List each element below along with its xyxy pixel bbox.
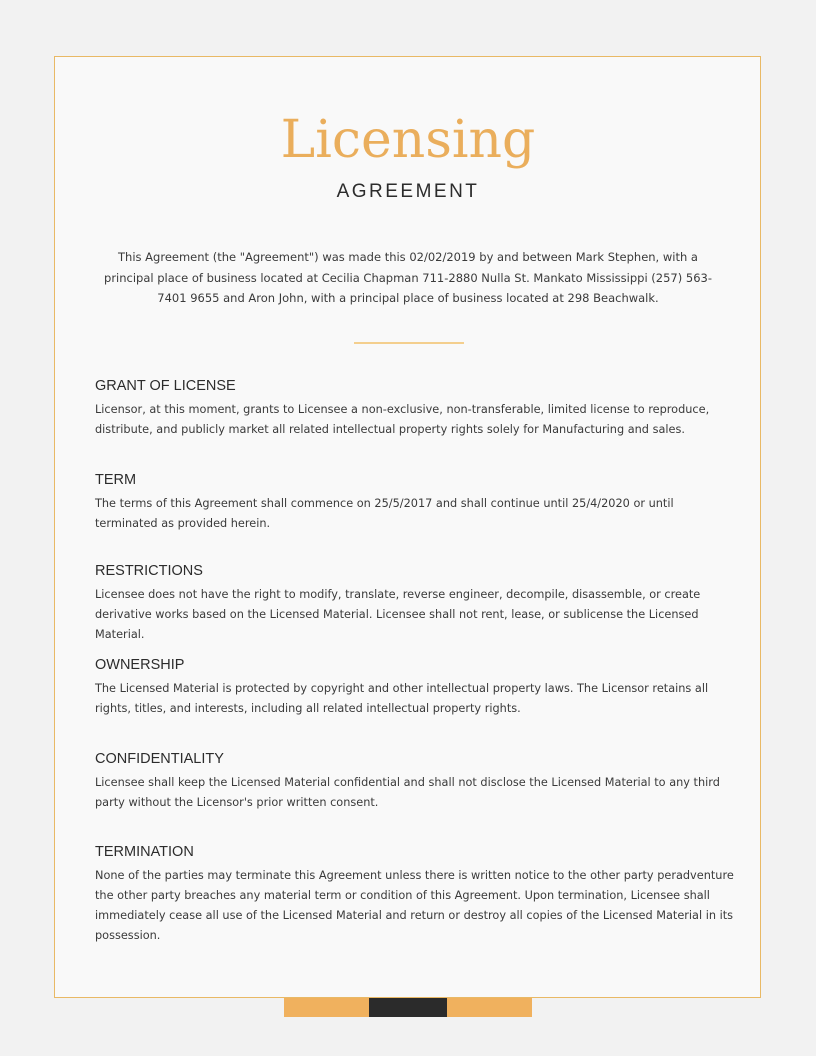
- section-body: The Licensed Material is protected by copyright and other intellectual property laws. The Licensor retains all rights, titles, and interests, including all related intellectual property rights.: [95, 682, 709, 715]
- title-divider: [354, 342, 464, 344]
- intro-paragraph: This Agreement (the "Agreement") was made this 02/02/2019 by and between Mark Stephen, with a principal place of business located at Cecilia Chapman 711-2880 Nulla St. Mankato Mississippi (257) 563-7401 9655 and Aron John, with a principal place of business located at 298 Beachwalk.: [104, 250, 712, 305]
- section-body: The terms of this Agreement shall commence on 25/5/2017 and shall continue until 25/4/2020 or until terminated as provided herein.: [95, 497, 674, 530]
- section-heading: GRANT OF LICENSE: [95, 378, 236, 394]
- section-body: Licensor, at this moment, grants to Licensee a non-exclusive, non-transferable, limited license to reproduce, distribute, and publicly market all related intellectual property rights solely for Manufacturing and sales.: [95, 403, 710, 436]
- section-term: [95, 470, 735, 534]
- section-ownership: [95, 655, 735, 719]
- section-body: Licensee does not have the right to modify, translate, reverse engineer, decompile, disassemble, or create derivative works based on the Licensed Material. Licensee shall not rent, lease, or sublicense the Licensed Material.: [95, 588, 701, 641]
- document-title: Licensing: [280, 110, 536, 170]
- footer-accent-bar-left: [284, 998, 369, 1017]
- section-body: None of the parties may terminate this Agreement unless there is written notice to the other party peradventure the other party breaches any material term or condition of this Agreement. Upon termination, Licensee shall immediately cease all use of the Licensed Material and return or destroy all copies of the Licensed Material in its possession.: [95, 869, 734, 942]
- section-heading: RESTRICTIONS: [95, 563, 203, 579]
- section-heading: OWNERSHIP: [95, 657, 185, 673]
- section-restrictions: [95, 561, 735, 645]
- section-body: Licensee shall keep the Licensed Material confidential and shall not disclose the Licensed Material to any third party without the Licensor's prior written consent.: [95, 776, 720, 809]
- document-subtitle: AGREEMENT: [336, 181, 480, 202]
- section-grant-of-license: [95, 376, 735, 440]
- section-confidentiality: [95, 749, 735, 813]
- section-heading: TERMINATION: [95, 844, 194, 860]
- section-termination: [95, 842, 735, 946]
- footer-accent-bar-right: [447, 998, 532, 1017]
- section-heading: TERM: [95, 472, 137, 488]
- footer-accent-bar-center: [369, 998, 447, 1017]
- section-heading: CONFIDENTIALITY: [95, 751, 224, 767]
